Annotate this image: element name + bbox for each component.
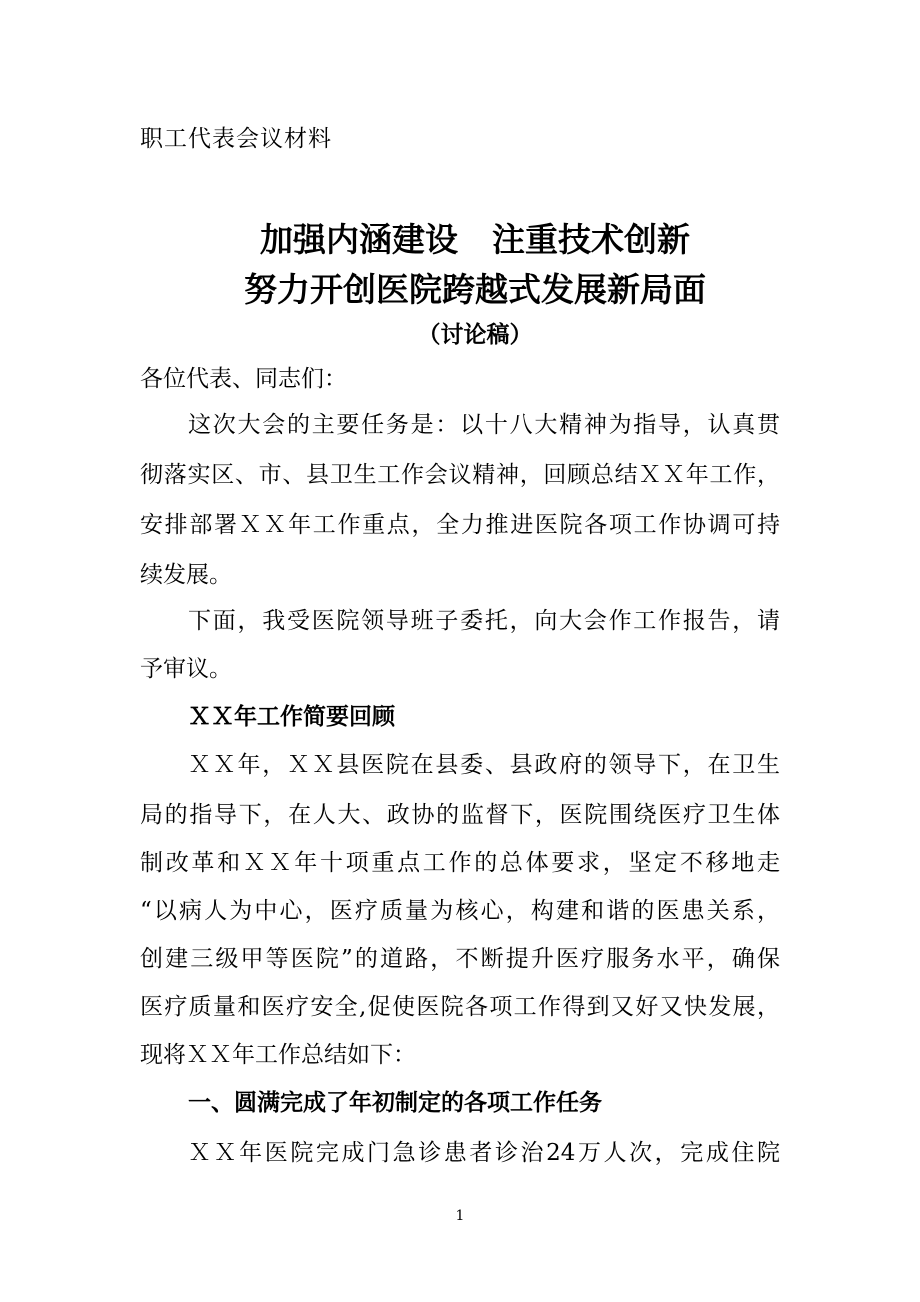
section-heading: ＸＸ年工作简要回顾 bbox=[188, 704, 395, 730]
paragraph-line: 予审议。 bbox=[140, 656, 232, 682]
paragraph-line: 安排部署ＸＸ年工作重点，全力推进医院各项工作协调可持 bbox=[140, 512, 780, 538]
paragraph-line: 制改革和ＸＸ年十项重点工作的总体要求，坚定不移地走 bbox=[140, 850, 780, 876]
paragraph-line: 续发展。 bbox=[140, 562, 232, 588]
paragraph-line: 这次大会的主要任务是：以十八大精神为指导，认真贯 bbox=[188, 412, 780, 438]
subtitle: （讨论稿） bbox=[417, 322, 533, 348]
header-label: 职工代表会议材料 bbox=[140, 126, 332, 152]
page-number: 1 bbox=[455, 1208, 465, 1224]
paragraph-line: ＸＸ年，ＸＸ县医院在县委、县政府的领导下，在卫生 bbox=[188, 752, 780, 778]
title-line-1 bbox=[0, 214, 920, 261]
paragraph-line: 创建三级甲等医院”的道路，不断提升医疗服务水平，确保 bbox=[140, 946, 780, 972]
title-line-1-part-1: 加强内涵建设 bbox=[260, 220, 458, 259]
paragraph-line: 医疗质量和医疗安全,促使医院各项工作得到又好又快发展， bbox=[140, 994, 780, 1020]
paragraph-line: 局的指导下，在人大、政协的监督下，医院围绕医疗卫生体 bbox=[140, 802, 780, 828]
salutation: 各位代表、同志们： bbox=[140, 366, 347, 392]
paragraph-line: 彻落实区、市、县卫生工作会议精神，回顾总结ＸＸ年工作， bbox=[140, 462, 781, 488]
paragraph-line: 下面，我受医院领导班子委托，向大会作工作报告，请 bbox=[188, 608, 780, 634]
title-line-1-part-2: 注重技术创新 bbox=[492, 220, 690, 259]
paragraph-line: 现将ＸＸ年工作总结如下： bbox=[140, 1042, 416, 1068]
subsection-heading: 一、圆满完成了年初制定的各项工作任务 bbox=[188, 1090, 602, 1116]
title-line-2: 努力开创医院跨越式发展新局面 bbox=[244, 270, 706, 309]
paragraph-line: “以病人为中心，医疗质量为核心，构建和谐的医患关系， bbox=[140, 898, 780, 924]
paragraph-line: ＸＸ年医院完成门急诊患者诊治24万人次，完成住院 bbox=[188, 1140, 780, 1166]
